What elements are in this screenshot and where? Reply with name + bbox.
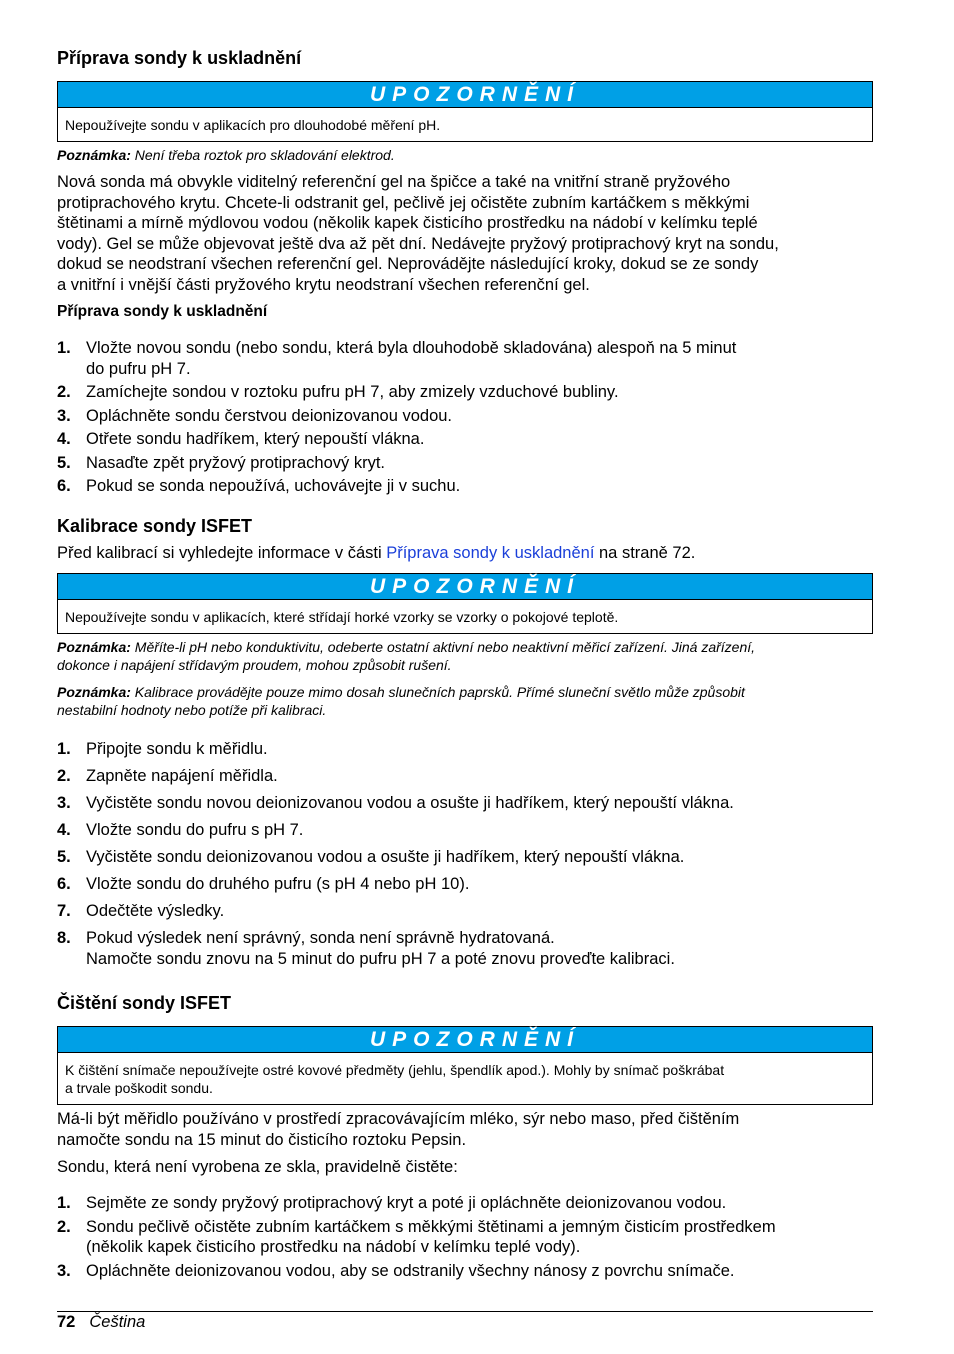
notice-box — [57, 1026, 873, 1105]
notice-title: UPOZORNĚNÍ — [58, 1027, 872, 1053]
note-text: dokonce i napájení střídavým proudem, mohou způsobit rušení. — [57, 657, 452, 673]
paragraph-line: Nová sonda má obvykle viditelný referenční gel na špičce a také na vnitřní straně pryžového — [57, 173, 731, 191]
procedure-list — [57, 739, 871, 969]
list-item — [57, 453, 871, 474]
step-number: 8. — [57, 929, 71, 947]
step-number: 7. — [57, 902, 71, 920]
step-text: Vložte novou sondu (nebo sondu, která byla dlouhodobě skladována) alespoň na 5 minut — [86, 339, 737, 357]
list-item — [57, 901, 871, 922]
step-text: Pokud se sonda nepoužívá, uchovávejte ji v suchu. — [86, 477, 461, 495]
step-text: Sejměte ze sondy pryžový protiprachový kryt a poté ji opláchněte deionizovanou vodou. — [86, 1194, 727, 1212]
paragraph-line: vody). Gel se může objevovat ještě dva až pět dní. Nedávejte pryžový protiprachový kryt na sondu, — [57, 234, 779, 253]
intro-paragraph — [57, 543, 871, 564]
list-item — [57, 874, 871, 895]
paragraph-line: štětinami a mírně mýdlovou vodou (několik kapek čisticího prostředku na nádobí v kelímku teplé — [57, 214, 758, 232]
paragraph — [57, 1109, 871, 1150]
notice-title: UPOZORNĚNÍ — [58, 82, 872, 108]
step-number: 4. — [57, 430, 71, 448]
list-item — [57, 1261, 871, 1282]
footer-language: Čeština — [89, 1313, 146, 1331]
step-number: 1. — [57, 740, 71, 758]
paragraph-line: protiprachového krytu. Chcete-li odstranit gel, pečlivě jej očistěte zubním kartáčkem s měkkými — [57, 193, 750, 212]
list-item — [57, 476, 871, 497]
list-item — [57, 338, 871, 379]
paragraph-line: namočte sondu na 15 minut do čisticího roztoku Pepsin. — [57, 1130, 467, 1149]
step-number: 4. — [57, 821, 71, 839]
step-text: Vyčistěte sondu deionizovanou vodou a osušte ji hadříkem, který nepouští vlákna. — [86, 848, 685, 866]
step-text: Vložte sondu do druhého pufru (s pH 4 nebo pH 10). — [86, 875, 470, 893]
step-number: 1. — [57, 1194, 71, 1212]
notice-text: Nepoužívejte sondu v aplikacích pro dlouhodobé měření pH. — [65, 117, 441, 133]
intro-text: na straně 72. — [594, 544, 696, 562]
list-item — [57, 820, 871, 841]
section-heading-calibration: Kalibrace sondy ISFET — [57, 516, 253, 536]
notice-text — [58, 1053, 872, 1104]
step-text: Vyčistěte sondu novou deionizovanou vodou a osušte ji hadříkem, který nepouští vlákna. — [86, 794, 734, 812]
note-text: Měříte-li pH nebo konduktivitu, odeberte ostatní aktivní nebo neaktivní měřicí zařízení. Jiná zařízení, — [130, 639, 756, 655]
note-label: Poznámka: — [57, 684, 131, 700]
notice-box — [57, 81, 873, 142]
step-text: Otřete sondu hadříkem, který nepouští vlákna. — [86, 430, 425, 448]
list-item — [57, 847, 871, 868]
section-heading-cleaning: Čištění sondy ISFET — [57, 993, 232, 1013]
step-number: 1. — [57, 339, 71, 357]
list-item — [57, 739, 871, 760]
paragraph — [57, 172, 871, 295]
step-text: Sondu pečlivě očistěte zubním kartáčkem s měkkými štětinami a jemným čisticím prostředkem — [86, 1217, 776, 1236]
step-text: (několik kapek čisticího prostředku na nádobí v kelímku teplé vody). — [86, 1238, 581, 1256]
step-text: Opláchněte sondu čerstvou deionizovanou vodou. — [86, 406, 453, 425]
footer-divider — [57, 1311, 873, 1312]
step-text: Připojte sondu k měřidlu. — [86, 740, 268, 758]
notice-box — [57, 573, 873, 634]
step-number: 2. — [57, 383, 71, 401]
page-footer — [57, 1313, 145, 1332]
notice-line: a trvale poškodit sondu. — [65, 1080, 213, 1096]
list-item — [57, 1217, 871, 1258]
step-text: Namočte sondu znovu na 5 minut do pufru pH 7 a poté znovu proveďte kalibraci. — [86, 949, 675, 968]
note-label: Poznámka: — [57, 639, 131, 655]
notice-text: Nepoužívejte sondu v aplikacích, které střídají horké vzorky se vzorky o pokojové teplotě. — [65, 609, 619, 625]
list-item — [57, 382, 871, 403]
step-number: 5. — [57, 453, 71, 472]
step-text: Zapněte napájení měřidla. — [86, 767, 278, 785]
notice-line: K čištění snímače nepoužívejte ostré kovové předměty (jehlu, špendlík apod.). Mohly by snímač poškrábat — [65, 1062, 725, 1078]
note-label: Poznámka: — [57, 147, 131, 163]
step-text: do pufru pH 7. — [86, 359, 191, 378]
procedure-list — [57, 338, 871, 497]
procedure-title: Příprava sondy k uskladnění — [57, 303, 268, 320]
step-text: Pokud výsledek není správný, sonda není správně hydratovaná. — [86, 929, 555, 947]
notice-title: UPOZORNĚNÍ — [58, 574, 872, 600]
step-number: 3. — [57, 1261, 71, 1280]
list-item — [57, 793, 871, 814]
note-text: Není třeba roztok pro skladování elektrod. — [130, 147, 395, 163]
step-number: 6. — [57, 477, 71, 495]
page-number: 72 — [57, 1313, 76, 1331]
paragraph-line: Má-li být měřidlo používáno v prostředí zpracovávajícím mléko, sýr nebo maso, před čištěním — [57, 1110, 740, 1128]
list-item — [57, 406, 871, 427]
procedure-list — [57, 1193, 871, 1281]
note — [57, 638, 871, 674]
step-text: Nasaďte zpět pryžový protiprachový kryt. — [86, 453, 386, 472]
step-number: 3. — [57, 794, 71, 812]
step-text: Vložte sondu do pufru s pH 7. — [86, 821, 304, 839]
list-item — [57, 928, 871, 969]
paragraph-line: a vnitřní i vnější části pryžového krytu neodstraní všechen referenční gel. — [57, 275, 590, 294]
note — [57, 146, 871, 164]
note-text: Kalibrace provádějte pouze mimo dosah slunečních paprsků. Přímé sluneční světlo může způsobit — [130, 684, 745, 700]
intro-text: Před kalibrací si vyhledejte informace v části — [57, 544, 387, 562]
list-item — [57, 429, 871, 450]
section-heading-storage: Příprava sondy k uskladnění — [57, 48, 302, 68]
step-number: 5. — [57, 848, 71, 866]
list-item — [57, 1193, 871, 1214]
note — [57, 683, 871, 719]
step-number: 2. — [57, 1217, 71, 1236]
step-number: 3. — [57, 406, 71, 425]
step-text: Zamíchejte sondou v roztoku pufru pH 7, aby zmizely vzduchové bubliny. — [86, 383, 619, 401]
paragraph: Sondu, která není vyrobena ze skla, pravidelně čistěte: — [57, 1158, 458, 1176]
cross-reference-link[interactable]: Příprava sondy k uskladnění — [386, 544, 595, 562]
step-text: Odečtěte výsledky. — [86, 902, 225, 920]
paragraph-line: dokud se neodstraní všechen referenční gel. Neprovádějte následující kroky, dokud se ze sondy — [57, 255, 759, 273]
step-number: 2. — [57, 767, 71, 785]
step-text: Opláchněte deionizovanou vodou, aby se odstranily všechny nánosy z povrchu snímače. — [86, 1261, 735, 1280]
list-item — [57, 766, 871, 787]
step-number: 6. — [57, 875, 71, 893]
note-text: nestabilní hodnoty nebo potíže při kalibraci. — [57, 702, 327, 718]
